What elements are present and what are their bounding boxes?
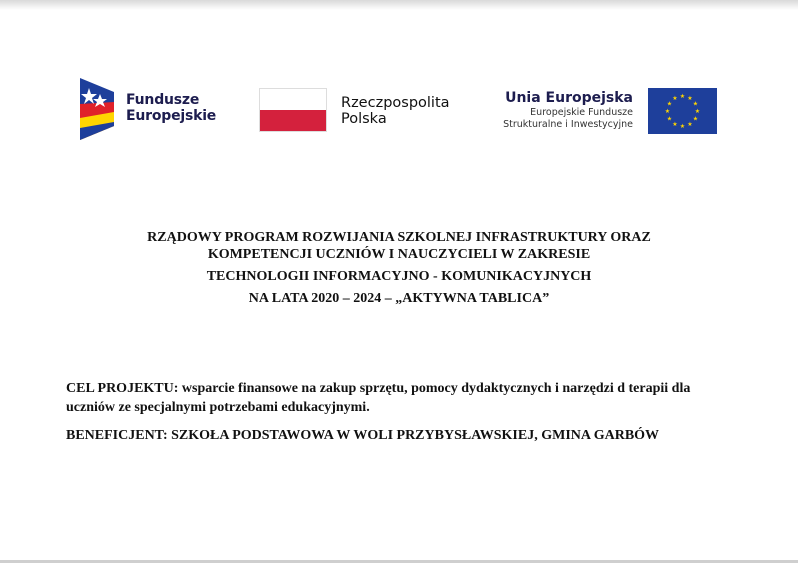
poland-flag-icon	[259, 88, 327, 132]
poland-logo-text	[341, 95, 450, 127]
svg-text:★: ★	[672, 95, 678, 102]
svg-text:★: ★	[666, 115, 673, 123]
program-title-line-1: RZĄDOWY PROGRAM ROZWIJANIA SZKOLNEJ INFRASTRUKTURY ORAZ	[147, 230, 651, 245]
svg-text:★: ★	[672, 121, 678, 128]
project-goal-label: CEL PROJEKTU:	[66, 381, 179, 396]
beneficiary: BENEFICJENT: SZKOŁA PODSTAWOWA W WOLI PRZYBYSŁAWSKIEJ, GMINA GARBÓW	[66, 428, 660, 443]
svg-text:★: ★	[692, 100, 699, 108]
program-title-line-2: KOMPETENCJI UCZNIÓW I NAUCZYCIELI W ZAKRESIE	[207, 247, 591, 262]
funds-logo-icon	[80, 78, 114, 140]
program-title-line-3: TECHNOLOGII INFORMACYJNO - KOMUNIKACYJNYCH	[206, 269, 592, 284]
svg-text:★: ★	[692, 115, 699, 123]
poland-line-2: Polska	[341, 111, 387, 127]
eu-flag-icon	[648, 88, 717, 134]
svg-text:★: ★	[666, 100, 673, 108]
svg-text:★: ★	[664, 108, 671, 115]
program-title	[60, 229, 738, 307]
svg-text:★: ★	[694, 108, 701, 115]
funds-line-2: Europejskie	[126, 108, 217, 124]
eu-sub-2: Strukturalne i Inwestycyjne	[503, 119, 633, 130]
eu-logo-text	[503, 90, 633, 131]
eu-sub-1: Europejskie Fundusze	[530, 107, 633, 118]
project-goal	[66, 379, 736, 417]
funds-logo-text	[126, 92, 216, 124]
poland-line-1: Rzeczpospolita	[341, 95, 450, 111]
funds-line-1: Fundusze	[126, 92, 200, 108]
svg-text:★: ★	[679, 123, 686, 130]
logo-bar	[0, 0, 798, 150]
eu-title: Unia Europejska	[505, 90, 633, 106]
project-goal-text: wsparcie finansowe na zakup sprzętu, pomocy dydaktycznych i narzędzi d terapii dla uczniów ze specjalnymi potrzebami edukacyjnymi.	[66, 381, 691, 415]
program-title-line-4: NA LATA 2020 – 2024 – „AKTYWNA TABLICA”	[248, 291, 550, 306]
svg-text:★: ★	[687, 95, 693, 102]
svg-text:★: ★	[679, 93, 686, 100]
svg-text:★: ★	[687, 121, 693, 128]
